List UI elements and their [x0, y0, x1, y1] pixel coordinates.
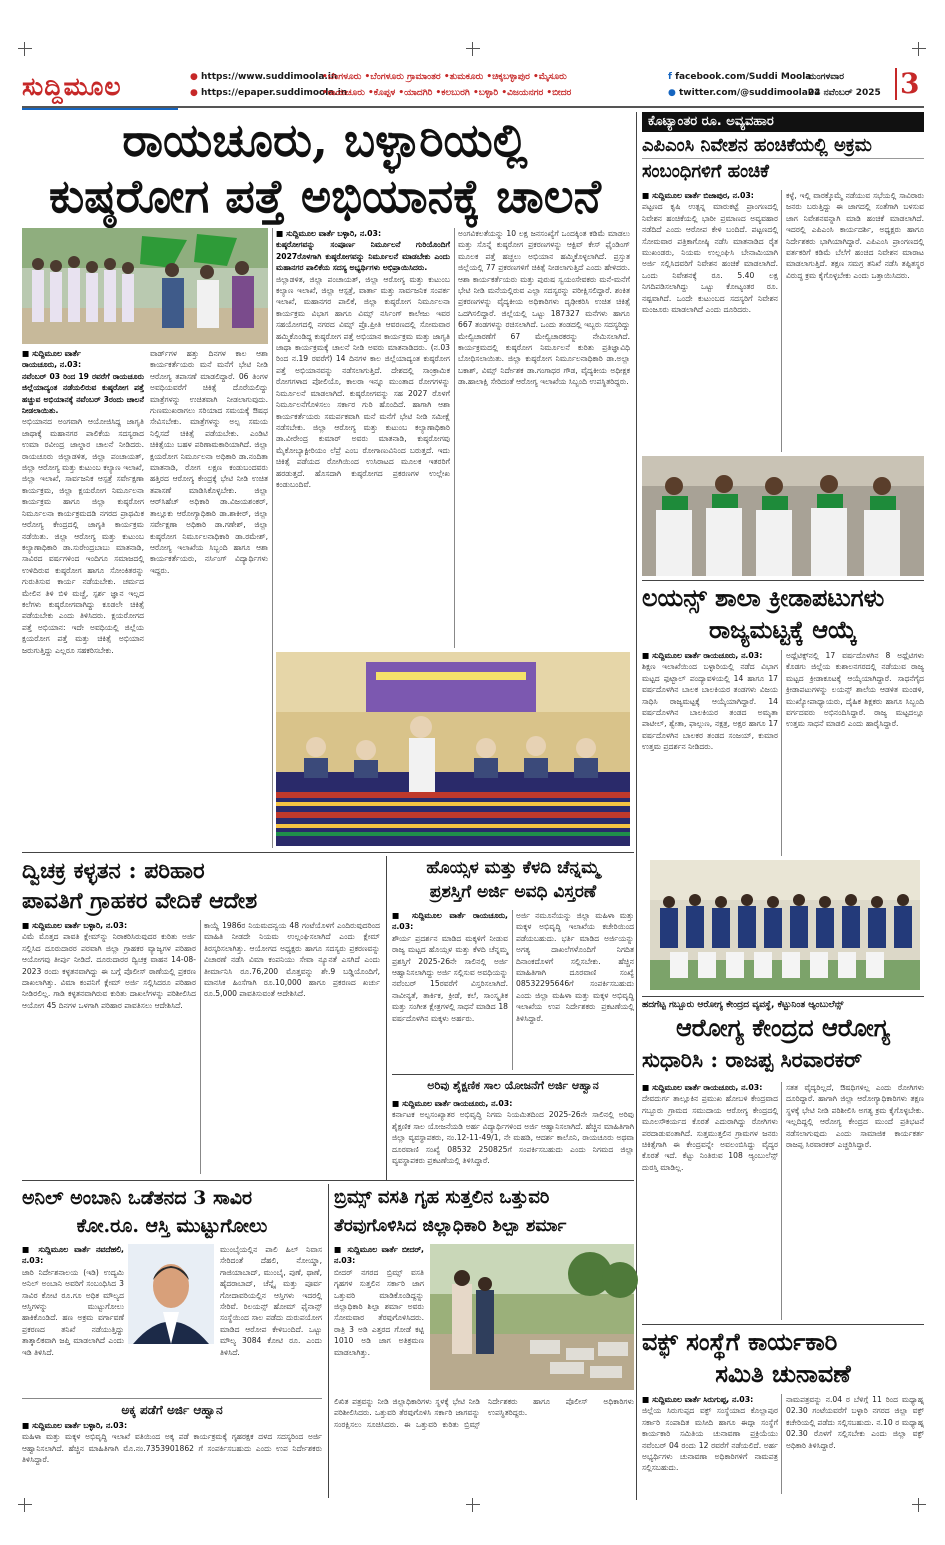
crop-mark	[912, 1498, 926, 1512]
ambani-headline-line2: ಕೋ.ರೂ. ಆಸ್ತಿ ಮುಟ್ಟುಗೋಲು	[76, 1215, 268, 1237]
apmc-kicker: ಕೊಟ್ಯಾಂತರ ರೂ. ಅವ್ಯವಹಾರ	[642, 112, 924, 132]
bims-column-2: ಲಿಖಿತ ಪತ್ರವನ್ನು ನೀಡಿ ಜಿಲ್ಲಾಧಿಕಾರಿಗಳು ಸ್ಥಳಕ್ಕೆ ಭೇಟಿ ನೀಡಿ ಪರಿಶೀಲಿಸಿದರು. ಒತ್ತುವರಿ ತೆರವುಗೊಳಿಸಿ ಸರ್ಕಾರಿ ಜಾಗವನ್ನು ಸಂರಕ್ಷಿಸಲು ಸೂಚಿಸಿದರು. ಈ ಒತ್ತುವರಿ ಕುರಿತು ಬ್ರಿಮ್ಸ್ ನಿರ್ದೇಶಕರು ಹಾಗೂ ಪೊಲೀಸ್ ಅಧಿಕಾರಿಗಳು ಉಪಸ್ಥಿತರಿದ್ದರು.	[334, 1397, 634, 1429]
lions-column-1: ■ ಸುದ್ದಿಮೂಲ ವಾರ್ತೆ ರಾಯಚೂರು, ನ.03: ಶಿಕ್ಷಣ ಇಲಾಖೆಯಿಂದ ಬಳ್ಳಾರಿಯಲ್ಲಿ ನಡೆದ ವಿಭಾಗ ಮಟ್ಟದ ಫುಟ್ಬಾಲ್ ಪಂದ್ಯಾವಳಿಯಲ್ಲಿ 14 ಹಾಗೂ 17 ವರ್ಷದೊಳಗಿನ ಬಾಲಕ ಬಾಲಕಿಯರ ತಂಡಗಳು ವಿಜಯ ಸಾಧಿಸಿ ರಾಜ್ಯಮಟ್ಟಕ್ಕೆ ಆಯ್ಕೆಯಾಗಿದ್ದಾರೆ. 14 ವರ್ಷದೊಳಗಿನ ಬಾಲಕಿಯರ ತಂಡದ ಅಮೃತಾ ಪಾಟೀಲ್, ಶ್ವೇತಾ, ಫಾಲ್ಗುಣ, ನಕ್ಷತ್ರ, ಅಕ್ಷರ ಹಾಗೂ 17 ವರ್ಷದೊಳಗಿನ ಬಾಲಕರ ತಂಡದ ಸಂಜಯ್, ಕುಮಾರ ಉತ್ತಮ ಪ್ರದರ್ಶನ ನೀಡಿದರು.	[642, 651, 778, 752]
lead-column-4: ಅಂಗವಿಕಲತೆಯನ್ನು 10 ಲಕ್ಷ ಜನಸಂಖ್ಯೆಗೆ ಒಂದಕ್ಕಿಂತ ಕಡಿಮೆ ಮಾಡಲು ಮತ್ತು ಸೊನ್ನೆ ಕುಷ್ಠರೋಗ ಪ್ರಕರಣಗಳನ್ನು ಆಕ್ಟಿವ್ ಕೇಸ್ ಫೈಂಡಿಂಗ್ ಮೂಲಕ ಪತ್ತೆ ಹಚ್ಚಲು ಅಭಿಯಾನ ಹಮ್ಮಿಕೊಳ್ಳಲಾಗಿದೆ. ಪ್ರಸ್ತುತ ಜಿಲ್ಲೆಯಲ್ಲಿ 77 ಪ್ರಕರಣಗಳಿಗೆ ಚಿಕಿತ್ಸೆ ನೀಡಲಾಗುತ್ತಿದೆ ಎಂದು ಹೇಳಿದರು. ಆಶಾ ಕಾರ್ಯಕರ್ತೆಯರು ಮತ್ತು ಪುರುಷ ಸ್ವಯಂಸೇವಕರು ಮನೆ-ಮನೆಗೆ ಭೇಟಿ ನೀಡಿ ಮನೆಯಲ್ಲಿರುವ ಎಲ್ಲಾ ಸದಸ್ಯರನ್ನು ಪರೀಕ್ಷಿಸಲಿದ್ದಾರೆ. ಶಂಕಿತ ಪ್ರಕರಣಗಳನ್ನು ವೈದ್ಯಕೀಯ ಅಧಿಕಾರಿಗಳು ದೃಢೀಕರಿಸಿ ಉಚಿತ ಚಿಕಿತ್ಸೆ ಒದಗಿಸಲಿದ್ದಾರೆ. ಜಿಲ್ಲೆಯಲ್ಲಿ ಒಟ್ಟು 187327 ಮನೆಗಳು ಹಾಗೂ 667 ತಂಡಗಳನ್ನು ರಚಿಸಲಾಗಿದೆ. ಒಂದು ತಂಡದಲ್ಲಿ ಇಬ್ಬರು ಸದಸ್ಯರಿದ್ದು ಮೇಲ್ವಿಚಾರಣೆಗೆ 67 ಮೇಲ್ವಿಚಾರಕರನ್ನು ನೇಮಿಸಲಾಗಿದೆ. ಕಾರ್ಯಕ್ರಮದಲ್ಲಿ ಕುಷ್ಠರೋಗ ನಿರ್ಮೂಲನೆ ಕುರಿತು ಪ್ರತಿಜ್ಞಾವಿಧಿ ಬೋಧಿಸಲಾಯಿತು. ಜಿಲ್ಲಾ ಕುಷ್ಠರೋಗ ನಿರ್ಮೂಲನಾಧಿಕಾರಿ ಡಾ.ಅಲ್ಲಾ ಬಕಾಶ್, ವಿಮ್ಸ್ ನಿರ್ದೇಶಕ ಡಾ.ಗಂಗಾಧರ ಗೌಡ, ವೈದ್ಯಕೀಯ ಅಧೀಕ್ಷಕ ಡಾ.ಹಾಲಾಕ್ಷಿ ಸೇರಿದಂತೆ ಆರೋಗ್ಯ ಇಲಾಖೆಯ ಸಿಬ್ಬಂದಿ ಉಪಸ್ಥಿತರಿದ್ದರು.	[458, 229, 630, 387]
right-section-rule	[636, 112, 637, 1500]
section-rule	[392, 1074, 634, 1075]
crop-mark	[18, 42, 32, 56]
lions-headline-line2: ರಾಜ್ಯಮಟ್ಟಕ್ಕೆ ಆಯ್ಕೆ	[708, 615, 857, 644]
hoysala-column-1: ■ ಸುದ್ದಿಮೂಲ ವಾರ್ತೆ ರಾಯಚೂರು, ನ.03: ಶೌರ್ಯ ಪ್ರದರ್ಶನ ಮಾಡಿದ ಮಕ್ಕಳಿಗೆ ನೀಡುವ ರಾಜ್ಯ ಮಟ್ಟದ ಹೊಯ್ಸಳ ಮತ್ತು ಕೆಳದಿ ಚೆನ್ನಮ್ಮ ಪ್ರಶಸ್ತಿಗೆ 2025-26ನೇ ಸಾಲಿನಲ್ಲಿ ಅರ್ಜಿ ಆಹ್ವಾನಿಸಲಾಗಿದ್ದು ಅರ್ಜಿ ಸಲ್ಲಿಸುವ ಅವಧಿಯನ್ನು ನವೆಂಬರ್ 15ರವರೆಗೆ ವಿಸ್ತರಿಸಲಾಗಿದೆ. ನಾವೀನ್ಯತೆ, ತಾರ್ಕಿಕ, ಕ್ರೀಡೆ, ಕಲೆ, ಸಾಂಸ್ಕೃತಿಕ ಮತ್ತು ಸಂಗೀತ ಕ್ಷೇತ್ರಗಳಲ್ಲಿ ಸಾಧನೆ ಮಾಡಿದ 18 ವರ್ಷದೊಳಗಿನ ಮಕ್ಕಳು ಅರ್ಹರು.	[392, 911, 508, 1023]
masthead-logo: ಸುದ್ದಿಮೂಲ	[22, 66, 182, 108]
lions-column-2: ಅಥ್ಲೆಟಿಕ್ಸ್‌ನಲ್ಲಿ 17 ವರ್ಷದೊಳಗಿನ 8 ಅಥ್ಲೆಟಿಗಳು ಕೊಡಗು ಜಿಲ್ಲೆಯ ಕುಶಾಲನಗರದಲ್ಲಿ ನಡೆಯುವ ರಾಜ್ಯ ಮಟ್ಟದ ಕ್ರೀಡಾಕೂಟಕ್ಕೆ ಆಯ್ಕೆಯಾಗಿದ್ದಾರೆ. ಸಾಧನೆಗೈದ ಕ್ರೀಡಾಪಟುಗಳನ್ನು ಲಯನ್ಸ್ ಶಾಲೆಯ ಆಡಳಿತ ಮಂಡಳಿ, ಮುಖ್ಯೋಪಾಧ್ಯಾಯರು, ದೈಹಿಕ ಶಿಕ್ಷಕರು ಹಾಗೂ ಸಿಬ್ಬಂದಿ ವರ್ಗದವರು ಅಭಿನಂದಿಸಿದ್ದಾರೆ. ರಾಜ್ಯ ಮಟ್ಟದಲ್ಲೂ ಉತ್ತಮ ಸಾಧನೆ ಮಾಡಲಿ ಎಂದು ಹಾರೈಸಿದ್ದಾರೆ.	[786, 651, 924, 729]
website-link[interactable]: ● https://www.suddimoola.in	[190, 72, 338, 82]
apmc-photo-farmers	[642, 456, 924, 576]
facebook-icon: f	[668, 72, 676, 82]
lions-headline-line1: ಲಯನ್ಸ್ ಶಾಲಾ ಕ್ರೀಡಾಪಟುಗಳು	[642, 583, 885, 612]
lead-subhead: ಕುಷ್ಠರೋಗವನ್ನು ಸಂಪೂರ್ಣ ನಿರ್ಮೂಲನೆ ಗುರಿಯೊಂದಿಗೆ 2027ರೊಳಗಾಗಿ ಕುಷ್ಠರೋಗವನ್ನು ನಿರ್ಮೂಲನೆ ಮಾಡಬೇಕು ಎಂದು ಮಹಾನಗರ ಪಾಲಿಕೆಯ ಸದಸ್ಯ ಅಭ್ಯರ್ಥಿಗಳು ಅಭಿಪ್ರಾಯಿಸಿದರು.	[276, 240, 450, 273]
ambani-column-1: ■ ಸುದ್ದಿಮೂಲ ವಾರ್ತೆ ನವದೆಹಲಿ, ನ.03: ಜಾರಿ ನಿರ್ದೇಶನಾಲಯ (ಇಡಿ) ಉದ್ಯಮಿ ಅನಿಲ್ ಅಂಬಾನಿ ಅವರಿಗೆ ಸಂಬಂಧಿಸಿದ 3 ಸಾವಿರ ಕೋಟಿ ರೂ.ಗೂ ಅಧಿಕ ಮೌಲ್ಯದ ಆಸ್ತಿಗಳನ್ನು ಮುಟ್ಟುಗೋಲು ಹಾಕಿಕೊಂಡಿದೆ. ಹಣ ಅಕ್ರಮ ವರ್ಗಾವಣೆ ಪ್ರಕರಣದ ತನಿಖೆ ನಡೆಯುತ್ತಿದ್ದು ತಾತ್ಕಾಲಿಕವಾಗಿ ಜಪ್ತಿ ಮಾಡಲಾಗಿದೆ ಎಂದು ಇಡಿ ತಿಳಿಸಿದೆ.	[22, 1245, 124, 1357]
page-number-divider	[895, 68, 897, 100]
bike-column-2: ಕಾಯ್ದೆ 1986ರ ನಿಯಮದನ್ವಯ 48 ಗಂಟೆಯೊಳಗೆ ಎಂದಿರುವುದರಿಂದ ಮಾಹಿತಿ ನೀಡದೇ ನಿಯಮ ಉಲ್ಲಂಘಿಸಲಾಗಿದೆ ಎಂದು ಕ್ಲೇಮ್ ತಿರಸ್ಕರಿಸಲಾಗಿತ್ತು. ಆಯೋಗದ ಅಧ್ಯಕ್ಷರು ಹಾಗೂ ಸದಸ್ಯರು ಪ್ರಕರಣವನ್ನು ವಿಚಾರಣೆ ನಡೆಸಿ ವಿಮಾ ಕಂಪನಿಯು ಸೇವಾ ನ್ಯೂನತೆ ಎಸಗಿದೆ ಎಂದು ತೀರ್ಮಾನಿಸಿ ರೂ.76,200 ಮೊತ್ತವನ್ನು ಶೇ.9 ಬಡ್ಡಿಯೊಂದಿಗೆ, ಮಾನಸಿಕ ಹಿಂಸೆಗಾಗಿ ರೂ.10,000 ಹಾಗೂ ಪ್ರಕರಣದ ಖರ್ಚು ರೂ.5,000 ಪಾವತಿಸುವಂತೆ ಆದೇಶಿಸಿದೆ.	[204, 921, 380, 999]
epaper-link[interactable]: ● https://epaper.suddimoola.in	[190, 88, 348, 98]
hospital-column-2: ಸತತ ವೈದ್ಯರಿಲ್ಲದೆ, ಔಷಧಿಗಳಿಲ್ಲ ಎಂದು ರೋಗಿಗಳು ದೂರಿದ್ದಾರೆ. ಹಾಗಾಗಿ ಜಿಲ್ಲಾ ಆರೋಗ್ಯಾಧಿಕಾರಿಗಳು ತಕ್ಷಣ ಸ್ಥಳಕ್ಕೆ ಭೇಟಿ ನೀಡಿ ಪರಿಶೀಲಿಸಿ ಅಗತ್ಯ ಕ್ರಮ ಕೈಗೊಳ್ಳಬೇಕು. ಇಲ್ಲದಿದ್ದಲ್ಲಿ ಆರೋಗ್ಯ ಕೇಂದ್ರದ ಮುಂದೆ ಪ್ರತಿಭಟನೆ ನಡೆಸಲಾಗುವುದು ಎಂದು ಸಾಮಾಜಿಕ ಕಾರ್ಯಕರ್ತ ರಾಜಪ್ಪ ಸಿರವಾರಕರ್ ಎಚ್ಚರಿಸಿದ್ದಾರೆ.	[786, 1083, 924, 1150]
column-rule	[781, 190, 782, 452]
bims-column-1: ■ ಸುದ್ದಿಮೂಲ ವಾರ್ತೆ ಬೀದರ್, ನ.03: ಬೀದರ್ ನಗರದ ಬ್ರಿಮ್ಸ್ ವಸತಿ ಗೃಹಗಳ ಸುತ್ತಲಿನ ಸರ್ಕಾರಿ ಜಾಗ ಒತ್ತುವರಿ ಮಾಡಿಕೊಂಡಿದ್ದನ್ನು ಜಿಲ್ಲಾಧಿಕಾರಿ ಶಿಲ್ಪಾ ಶರ್ಮಾ ಅವರು ಸೋಮವಾರ ತೆರವುಗೊಳಿಸಿದರು. ರಾತ್ರಿ 3 ಅಡಿ ಎತ್ತರದ ಗೋಡೆ ಕಟ್ಟಿ 1010 ಅಡಿ ಜಾಗ ಅತಿಕ್ರಮಣ ಮಾಡಲಾಗಿತ್ತು.	[334, 1245, 424, 1357]
column-rule	[454, 228, 455, 648]
waqf-headline-line1: ವಕ್ಫ್ ಸಂಸ್ಥೆಗೆ ಕಾರ್ಯಕಾರಿ	[642, 1327, 838, 1356]
bike-column-1: ■ ಸುದ್ದಿಮೂಲ ವಾರ್ತೆ ಬಳ್ಳಾರಿ, ನ.03: ವಿಮೆ ಮೊತ್ತದ ಪಾವತಿ ಕ್ಲೇಮ್‌ನ್ನು ನಿರಾಕರಿಸಿರುವುದರ ಕುರಿತು ಅರ್ಜಿ ಸಲ್ಲಿಸಿದ ದೂರುದಾರರ ಪರವಾಗಿ ಜಿಲ್ಲಾ ಗ್ರಾಹಕರ ವ್ಯಾಜ್ಯಗಳ ಪರಿಹಾರ ಆಯೋಗವು ತೀರ್ಪು ನೀಡಿದೆ. ದೂರುದಾರರ ದ್ವಿಚಕ್ರ ವಾಹನ 14-08-2023 ರಂದು ಕಳ್ಳತನವಾಗಿದ್ದು ಈ ಬಗ್ಗೆ ಪೊಲೀಸ್ ಠಾಣೆಯಲ್ಲಿ ಪ್ರಕರಣ ದಾಖಲಾಗಿತ್ತು. ವಿಮಾ ಕಂಪನಿಗೆ ಕ್ಲೇಮ್ ಅರ್ಜಿ ಸಲ್ಲಿಸಿದರೂ ಪರಿಹಾರ ನೀಡಿರಲಿಲ್ಲ. ಗಾಡಿ ಕಳ್ಳತನವಾಗಿರುವ ಕುರಿತು ದಾಖಲೆಗಳನ್ನು ಪರಿಶೀಲಿಸಿದ ಆಯೋಗ 45 ದಿನಗಳ ಒಳಗಾಗಿ ಪರಿಹಾರ ಪಾವತಿಸಲು ಆದೇಶಿಸಿದೆ.	[22, 921, 196, 1010]
crop-mark	[466, 42, 480, 56]
issue-day: ಮಂಗಳವಾರ	[808, 72, 845, 82]
bike-headline-line2: ಪಾವತಿಗೆ ಗ್ರಾಹಕರ ವೇದಿಕೆ ಆದೇಶ	[22, 888, 258, 914]
column-rule	[328, 1184, 329, 1498]
ambani-portrait	[128, 1244, 214, 1344]
section-rule	[22, 1180, 634, 1181]
section-rule	[642, 1324, 924, 1325]
crop-mark	[466, 1498, 480, 1512]
apmc-column-1: ■ ಸುದ್ದಿಮೂಲ ವಾರ್ತೆ ಬಿಜಾಪುರ, ನ.03: ಪಟ್ಟಣದ ಕೃಷಿ ಉತ್ಪನ್ನ ಮಾರುಕಟ್ಟೆ ಪ್ರಾಂಗಣದಲ್ಲಿ ನಿವೇಶನ ಹಂಚಿಕೆಯಲ್ಲಿ ಭಾರೀ ಪ್ರಮಾಣದ ಅವ್ಯವಹಾರ ನಡೆದಿದೆ ಎಂದು ಆರೋಪ ಕೇಳಿ ಬಂದಿದೆ. ಪಟ್ಟಣದಲ್ಲಿ ಸೋಮವಾರ ಪತ್ರಿಕಾಗೋಷ್ಠಿ ನಡೆಸಿ ಮಾತನಾಡಿದ ರೈತ ಮುಖಂಡರು, ನಿಯಮ ಉಲ್ಲಂಘಿಸಿ ಬೇನಾಮಿಯಾಗಿ ಅರ್ಜಿ ಸಲ್ಲಿಸಿದವರಿಗೆ ನಿವೇಶನ ಹಂಚಿಕೆ ಮಾಡಲಾಗಿದೆ. ಒಂದು ನಿವೇಶನಕ್ಕೆ ರೂ. 5.40 ಲಕ್ಷ ನಿಗದಿಪಡಿಸಲಾಗಿದ್ದು ಒಟ್ಟು ಕೋಟ್ಯಂತರ ರೂ. ನಷ್ಟವಾಗಿದೆ. ಒಂದೇ ಕುಟುಂಬದ ಸದಸ್ಯರಿಗೆ ನಿವೇಶನ ಮಂಜೂರು ಮಾಡಲಾಗಿದೆ ಎಂದು ದೂರಿದರು.	[642, 191, 778, 315]
facebook-link[interactable]: f facebook.com/Suddi Moola	[668, 72, 812, 82]
crop-mark	[912, 42, 926, 56]
column-rule	[386, 856, 387, 1180]
column-rule	[272, 228, 273, 848]
waqf-headline-line2: ಸಮಿತಿ ಚುನಾವಣೆ	[715, 1359, 851, 1388]
hoysala-column-2: ಅರ್ಜಿ ನಮೂನೆಯನ್ನು ಜಿಲ್ಲಾ ಮಹಿಳಾ ಮತ್ತು ಮಕ್ಕಳ ಅಭಿವೃದ್ಧಿ ಇಲಾಖೆಯ ಕಚೇರಿಯಿಂದ ಪಡೆಯಬಹುದು. ಭರ್ತಿ ಮಾಡಿದ ಅರ್ಜಿಯನ್ನು ಅಗತ್ಯ ದಾಖಲೆಗಳೊಂದಿಗೆ ನಿಗದಿತ ದಿನಾಂಕದೊಳಗೆ ಸಲ್ಲಿಸಬೇಕು. ಹೆಚ್ಚಿನ ಮಾಹಿತಿಗಾಗಿ ದೂರವಾಣಿ ಸಂಖ್ಯೆ 08532295646ಗೆ ಸಂಪರ್ಕಿಸಬಹುದು ಎಂದು ಜಿಲ್ಲಾ ಮಹಿಳಾ ಮತ್ತು ಮಕ್ಕಳ ಅಭಿವೃದ್ಧಿ ಇಲಾಖೆಯ ಉಪ ನಿರ್ದೇಶಕರು ಪ್ರಕಟಣೆಯಲ್ಲಿ ತಿಳಿಸಿದ್ದಾರೆ.	[516, 911, 634, 1023]
edition-cities-row2: •ರಾಯಚೂರು •ಕೊಪ್ಪಳ •ಯಾದಗಿರಿ •ಕಲಬುರಗಿ •ಬಳ್ಳಾರಿ •ವಿಜಯನಗರ •ಬೀದರ	[322, 88, 572, 98]
column-rule	[781, 650, 782, 856]
arji-body: ■ ಸುದ್ದಿಮೂಲ ವಾರ್ತೆ ಬಳ್ಳಾರಿ, ನ.03: ಮಹಿಳಾ ಮತ್ತು ಮಕ್ಕಳ ಅಭಿವೃದ್ಧಿ ಇಲಾಖೆ ವತಿಯಿಂದ ಅಕ್ಕ ಪಡೆ ಕಾರ್ಯಕ್ರಮಕ್ಕೆ ಗೃಹರಕ್ಷಕ ದಳದ ಸದಸ್ಯರಿಂದ ಅರ್ಜಿ ಆಹ್ವಾನಿಸಲಾಗಿದೆ. ಹೆಚ್ಚಿನ ಮಾಹಿತಿಗಾಗಿ ಮೊ.ನಂ.7353901862 ಗೆ ಸಂಪರ್ಕಿಸಬಹುದು ಎಂದು ಉಪ ನಿರ್ದೇಶಕರು ತಿಳಿಸಿದ್ದಾರೆ.	[22, 1421, 322, 1465]
apmc-headline-line2: ಸಂಬಂಧಿಗಳಿಗೆ ಹಂಚಿಕೆ	[642, 161, 769, 182]
ambani-headline-line1: ಅನಿಲ್ ಅಂಬಾನಿ ಒಡೆತನದ 3 ಸಾವಿರ	[22, 1187, 253, 1209]
hoysala-headline-line2: ಪ್ರಶಸ್ತಿಗೆ ಅರ್ಜಿ ಅವಧಿ ವಿಸ್ತರಣೆ	[429, 882, 597, 902]
column-rule	[512, 910, 513, 1070]
lead-photo-rally	[22, 228, 268, 344]
crop-mark	[18, 1498, 32, 1512]
waqf-column-1: ■ ಸುದ್ದಿಮೂಲ ವಾರ್ತೆ ಸಿರುಗುಪ್ಪ, ನ.03: ಜಿಲ್ಲೆಯ ಸಿರುಗುಪ್ಪದ ವಕ್ಫ್ ಸಂಸ್ಥೆಯಾದ ಕೊಲ್ಲಾಪುರ ಸರ್ಕಾರಿ ಸಂಪಾದಿತ ಮಸೀದಿ ಹಾಗೂ ಈದ್ಗಾ ಸಂಸ್ಥೆಗೆ ಕಾರ್ಯಕಾರಿ ಸಮಿತಿಯ ಚುನಾವಣಾ ಪ್ರಕ್ರಿಯೆಯು ನವೆಂಬರ್ 04 ರಂದು 12 ರವರೆಗೆ ನಡೆಯಲಿದೆ. ಅರ್ಹ ಅಭ್ಯರ್ಥಿಗಳು ಚುನಾವಣಾ ಅಧಿಕಾರಿಗಳಿಗೆ ನಾಮಪತ್ರ ಸಲ್ಲಿಸಬಹುದು.	[642, 1395, 778, 1473]
column-rule	[781, 1394, 782, 1494]
section-rule	[22, 1398, 322, 1399]
hospital-headline-line1: ಆರೋಗ್ಯ ಕೇಂದ್ರದ ಆರೋಗ್ಯ	[675, 1013, 891, 1042]
bims-photo-site	[430, 1244, 634, 1390]
scholar-headline: ಅರಿವು ಶೈಕ್ಷಣಿಕ ಸಾಲ ಯೋಜನೆಗೆ ಅರ್ಜಿ ಆಹ್ವಾನ	[427, 1079, 599, 1092]
waqf-column-2: ನಾಮಪತ್ರವನ್ನು ನ.04 ರ ಬೆಳಿಗ್ಗೆ 11 ರಿಂದ ಮಧ್ಯಾಹ್ನ 02.30 ಗಂಟೆಯವರೆಗೆ ಬಳ್ಳಾರಿ ನಗರದ ಜಿಲ್ಲಾ ವಕ್ಫ್ ಕಚೇರಿಯಲ್ಲಿ ಪಡೆದು ಸಲ್ಲಿಸಬಹುದು. ನ.10 ರ ಮಧ್ಯಾಹ್ನ 02.30 ರೊಳಗೆ ಸಲ್ಲಿಸಬೇಕು ಎಂದು ಜಿಲ್ಲಾ ವಕ್ಫ್ ಅಧಿಕಾರಿ ತಿಳಿಸಿದ್ದಾರೆ.	[786, 1395, 924, 1450]
hospital-kicker: ಹದಗೆಟ್ಟ ಗಬ್ಬೂರು ಆರೋಗ್ಯ ಕೇಂದ್ರದ ವ್ಯವಸ್ಥೆ, ಕೆಟ್ಟುನಿಂತ ಆ್ಯಂಬುಲೆನ್ಸ್	[642, 1000, 844, 1010]
lead-headline-line1: ರಾಯಚೂರು, ಬಳ್ಳಾರಿಯಲ್ಲಿ	[122, 113, 528, 167]
twitter-icon: ●	[668, 88, 679, 98]
arji-headline: ಅಕ್ಕ ಪಡೆಗೆ ಅರ್ಜಿ ಆಹ್ವಾನ	[121, 1403, 223, 1417]
scholar-body: ■ ಸುದ್ದಿಮೂಲ ವಾರ್ತೆ ರಾಯಚೂರು, ನ.03: ಕರ್ನಾಟಕ ಅಲ್ಪಸಂಖ್ಯಾತರ ಅಭಿವೃದ್ಧಿ ನಿಗಮ ನಿಯಮಿತದಿಂದ 2025-26ನೇ ಸಾಲಿನಲ್ಲಿ ಅರಿವು ಶೈಕ್ಷಣಿಕ ಸಾಲ ಯೋಜನೆಯಡಿ ಅರ್ಹ ವಿದ್ಯಾರ್ಥಿಗಳಿಂದ ಅರ್ಜಿ ಆಹ್ವಾನಿಸಲಾಗಿದೆ. ಹೆಚ್ಚಿನ ಮಾಹಿತಿಗಾಗಿ ಜಿಲ್ಲಾ ವ್ಯವಸ್ಥಾಪಕರು, ನಂ.12-11-49/1, ನೇ ಮಹಡಿ, ಆದರ್ಶ ಕಾಲೊನಿ, ರಾಯಚೂರು ಅಥವಾ ದೂರವಾಣಿ ಸಂಖ್ಯೆ 08532 250825ಗೆ ಸಂಪರ್ಕಿಸಬಹುದು ಎಂದು ನಿಗಮದ ಜಿಲ್ಲಾ ವ್ಯವಸ್ಥಾಪಕರು ಪ್ರಕಟಣೆಯಲ್ಲಿ ತಿಳಿಸಿದ್ದಾರೆ.	[392, 1099, 634, 1166]
page-number: 3	[900, 67, 920, 100]
lead-headline-line2: ಕುಷ್ಠರೋಗ ಪತ್ತೆ ಅಭಿಯಾನಕ್ಕೆ ಚಾಲನೆ	[48, 169, 602, 223]
section-rule	[642, 580, 924, 581]
apmc-headline-line1: ಎಪಿಎಂಸಿ ನಿವೇಶನ ಹಂಚಿಕೆಯಲ್ಲಿ ಅಕ್ರಮ	[642, 134, 924, 159]
bims-column-2-wrap	[334, 1396, 634, 1496]
bims-headline-line1: ಬ್ರಿಮ್ಸ್ ವಸತಿ ಗೃಹ ಸುತ್ತಲಿನ ಒತ್ತುವರಿ	[334, 1187, 550, 1208]
hoysala-headline-line1: ಹೊಯ್ಸಳ ಮತ್ತು ಕೆಳದಿ ಚೆನ್ನಮ್ಮ	[426, 858, 600, 878]
bike-headline-line1: ದ್ವಿಚಕ್ರ ಕಳ್ಳತನ : ಪರಿಹಾರ	[22, 858, 205, 884]
lead-column-2: ವಾರ್ಡ್‌ಗಳ ಹತ್ತು ದಿನಗಳ ಕಾಲ ಆಶಾ ಕಾರ್ಯಕರ್ತೆಯರು ಮನೆ ಮನೆಗೆ ಭೇಟಿ ನೀಡಿ ಆರೋಗ್ಯ ತಪಾಸಣೆ ಮಾಡಲಿದ್ದಾರೆ. 06 ತಿಂಗಳ ಅವಧಿಯವರೆಗೆ ಚಿಕಿತ್ಸೆ ದೊರೆಯಲಿದ್ದು ಮಾತ್ರೆಗಳನ್ನು ಉಚಿತವಾಗಿ ನೀಡಲಾಗುವುದು. ಗುಣಮುಖರಾಗಲು ಸರಿಯಾದ ಸಮಯಕ್ಕೆ ಔಷಧ ಸೇವಿಸಬೇಕು. ಮಾತ್ರೆಗಳನ್ನು ಅಲ್ಪ ಸಮಯ ನಿಲ್ಲಿಸದೆ ಚಿಕಿತ್ಸೆ ಪಡೆಯಬೇಕು. ಎಂಡಿಟಿ ಚಿಕಿತ್ಸೆಯು ಬಹಳ ಪರಿಣಾಮಕಾರಿಯಾಗಿದೆ. ಜಿಲ್ಲಾ ಕ್ಷಯರೋಗ ನಿರ್ಮೂಲನಾ ಅಧಿಕಾರಿ ಡಾ.ನಂದಿತಾ ಮಾತನಾಡಿ, ರೋಗ ಲಕ್ಷಣ ಕಂಡುಬಂದವರು ಹತ್ತಿರದ ಆರೋಗ್ಯ ಕೇಂದ್ರಕ್ಕೆ ಭೇಟಿ ನೀಡಿ ಉಚಿತ ತಪಾಸಣೆ ಮಾಡಿಸಿಕೊಳ್ಳಬೇಕು. ಜಿಲ್ಲಾ ಆರ್‌ಸಿಹೆಚ್ ಅಧಿಕಾರಿ ಡಾ.ವಿಜಯಶಂಕರ್, ತಾಲ್ಲೂಕು ಆರೋಗ್ಯಾಧಿಕಾರಿ ಡಾ.ಶಾಕೀರ್, ಜಿಲ್ಲಾ ಸರ್ವೇಕ್ಷಣಾ ಅಧಿಕಾರಿ ಡಾ.ಗಣೇಶ್, ಜಿಲ್ಲಾ ಕುಷ್ಠರೋಗ ನಿರ್ಮೂಲನಾಧಿಕಾರಿ ಡಾ.ರಮೇಶ್, ಆರೋಗ್ಯ ಇಲಾಖೆಯ ಸಿಬ್ಬಂದಿ ಹಾಗೂ ಆಶಾ ಕಾರ್ಯಕರ್ತೆಯರು, ನರ್ಸಿಂಗ್ ವಿದ್ಯಾರ್ಥಿಗಳು ಇದ್ದರು.	[150, 349, 268, 575]
section-rule	[642, 996, 924, 997]
lead-column-1: ■ ಸುದ್ದಿಮೂಲ ವಾರ್ತೆ ರಾಯಚೂರು, ನ.03: ನವೆಂಬರ್ 03 ರಿಂದ 19 ರವರೆಗೆ ರಾಯಚೂರು ಜಿಲ್ಲೆಯಾದ್ಯಂತ ನಡೆಯಲಿರುವ ಕುಷ್ಠರೋಗ ಪತ್ತೆ ಹಚ್ಚುವ ಅಭಿಯಾನಕ್ಕೆ ನವೆಂಬರ್ 3ರಂದು ಚಾಲನೆ ನೀಡಲಾಯಿತು. ಅಭಿಯಾನದ ಅಂಗವಾಗಿ ಆಯೋಜಿಸಿದ್ದ ಜಾಗೃತಿ ಜಾಥಾಕ್ಕೆ ಮಹಾನಗರ ಪಾಲಿಕೆಯ ಸದಸ್ಯರಾದ ಉಮಾ ರವೀಂದ್ರ ಜಾಲ್ದಾರ ಚಾಲನೆ ನೀಡಿದರು. ರಾಯಚೂರು ಜಿಲ್ಲಾಡಳಿತ, ಜಿಲ್ಲಾ ಪಂಚಾಯತ್, ಜಿಲ್ಲಾ ಆರೋಗ್ಯ ಮತ್ತು ಕುಟುಂಬ ಕಲ್ಯಾಣ ಇಲಾಖೆ, ಜಿಲ್ಲಾ ಇಲಾಖೆ, ಸಾರ್ವಜನಿಕ ಆಸ್ಪತ್ರೆ ಸರ್ವೇಕ್ಷಣಾ ಕಾರ್ಯಕ್ರಮ, ಜಿಲ್ಲಾ ಕ್ಷಯರೋಗ ನಿರ್ಮೂಲನಾ ಕಾರ್ಯಕ್ರಮ ಹಾಗೂ ಜಿಲ್ಲಾ ಕುಷ್ಠರೋಗ ನಿರ್ಮೂಲನಾ ಕಾರ್ಯಕ್ರಮದಡಿ ನಗರದ ಪ್ರಾಥಮಿಕ ಆರೋಗ್ಯ ಕೇಂದ್ರದಲ್ಲಿ ಜಾಗೃತಿ ಕಾರ್ಯಕ್ರಮ ನಡೆಯಿತು. ಜಿಲ್ಲಾ ಆರೋಗ್ಯ ಮತ್ತು ಕುಟುಂಬ ಕಲ್ಯಾಣಾಧಿಕಾರಿ ಡಾ.ಸುರೇಂದ್ರಬಾಬು ಮಾತನಾಡಿ, ಸಾವಿರದ ವರ್ಷಗಳಿಂದ ಇಂದಿಗೂ ಸಮಾಜದಲ್ಲಿ ಉಳಿದಿರುವ ಕುಷ್ಠರೋಗ ಹಾಗೂ ಸೋಂಕಿತರನ್ನು ಗುರುತಿಸುವ ಕಾರ್ಯ ನಡೆಯಬೇಕು. ಚರ್ಮದ ಮೇಲಿನ ತಿಳಿ ಬಿಳಿ ಮಚ್ಚೆ, ಸ್ಪರ್ಶ ಜ್ಞಾನ ಇಲ್ಲದ ಕಲೆಗಳು ಕುಷ್ಠರೋಗವಾಗಿದ್ದು ಕೂಡಲೇ ಚಿಕಿತ್ಸೆ ಪಡೆಯಬೇಕು ಎಂದು ತಿಳಿಸಿದರು. ಕ್ಷಯರೋಗದ ಪತ್ತೆ ಅಭಿಯಾನ: ಇದೇ ಅವಧಿಯಲ್ಲಿ ಜಿಲ್ಲೆಯ ಕ್ಷಯರೋಗ ಪತ್ತೆ ಮತ್ತು ಚಿಕಿತ್ಸೆ ಅಭಿಯಾನ ಜರುಗುತ್ತಿದ್ದು ಎಲ್ಲರೂ ಸಹಕರಿಸಬೇಕು.	[22, 349, 144, 655]
edition-cities-row1: •ಬೆಂಗಳೂರು •ಬೆಂಗಳೂರು ಗ್ರಾಮಾಂತರ •ತುಮಕೂರು •ಚಿಕ್ಕಬಳ್ಳಾಪುರ •ಮೈಸೂರು	[322, 72, 567, 82]
ambani-column-2: ಮುಂಬೈಯಲ್ಲಿನ ಪಾಲಿ ಹಿಲ್ ನಿವಾಸ ಸೇರಿದಂತೆ ದೆಹಲಿ, ನೋಯ್ಡಾ, ಗಾಜಿಯಾಬಾದ್, ಮುಂಬೈ, ಪುಣೆ, ಥಾಣೆ, ಹೈದರಾಬಾದ್, ಚೆನ್ನೈ ಮತ್ತು ಪೂರ್ವ ಗೋದಾವರಿಯಲ್ಲಿನ ಆಸ್ತಿಗಳು ಇದರಲ್ಲಿ ಸೇರಿವೆ. ರಿಲಯನ್ಸ್ ಹೋಮ್ ಫೈನಾನ್ಸ್ ಸಂಸ್ಥೆಯಿಂದ ಸಾಲ ಪಡೆದು ದುರುಪಯೋಗ ಮಾಡಿದ ಆರೋಪ ಕೇಳಿಬಂದಿದೆ. ಒಟ್ಟು ಮೌಲ್ಯ 3084 ಕೋಟಿ ರೂ. ಎಂದು ತಿಳಿಸಿದೆ.	[220, 1245, 322, 1357]
hospital-headline-line2: ಸುಧಾರಿಸಿ : ರಾಜಪ್ಪ ಸಿರವಾರಕರ್	[642, 1047, 863, 1072]
issue-date: 04 ನವೆಂಬರ್ 2025	[808, 88, 881, 98]
lions-photo-team	[650, 860, 920, 990]
column-rule	[781, 1082, 782, 1320]
column-rule	[200, 920, 201, 1174]
lead-intro: ನವೆಂಬರ್ 03 ರಿಂದ 19 ರವರೆಗೆ ರಾಯಚೂರು ಜಿಲ್ಲೆಯಾದ್ಯಂತ ನಡೆಯಲಿರುವ ಕುಷ್ಠರೋಗ ಪತ್ತೆ ಹಚ್ಚುವ ಅಭಿಯಾನಕ್ಕೆ ನವೆಂಬರ್ 3ರಂದು ಚಾಲನೆ ನೀಡಲಾಯಿತು.	[22, 371, 144, 416]
hospital-column-1: ■ ಸುದ್ದಿಮೂಲ ವಾರ್ತೆ ರಾಯಚೂರು, ನ.03: ದೇವದುರ್ಗ ತಾಲ್ಲೂಕಿನ ಪ್ರಮುಖ ಹೋಬಳಿ ಕೇಂದ್ರವಾದ ಗಬ್ಬೂರು ಗ್ರಾಮದ ಸಮುದಾಯ ಆರೋಗ್ಯ ಕೇಂದ್ರದಲ್ಲಿ ಮೂಲಸೌಕರ್ಯದ ಕೊರತೆ ಎದುರಾಗಿದ್ದು ರೋಗಿಗಳು ಪರದಾಡುವಂತಾಗಿದೆ. ಸುತ್ತಮುತ್ತಲಿನ ಗ್ರಾಮಗಳ ಜನರು ಚಿಕಿತ್ಸೆಗಾಗಿ ಈ ಕೇಂದ್ರವನ್ನೇ ಅವಲಂಬಿಸಿದ್ದು ವೈದ್ಯರ ಕೊರತೆ ಇದೆ. ಕೆಟ್ಟು ನಿಂತಿರುವ 108 ಆ್ಯಂಬುಲೆನ್ಸ್ ದುರಸ್ತಿ ಮಾಡಿಲ್ಲ.	[642, 1083, 778, 1172]
apmc-column-2: ಕಳ್ಳೆ, ಇಲ್ಲಿ ವಾರಕ್ಕೊಮ್ಮೆ ನಡೆಯುವ ಸಭೆಯಲ್ಲಿ ಸಾವಿರಾರು ಜನರು ಬರುತ್ತಿದ್ದು ಈ ಜಾಗದಲ್ಲಿ ಸಂತೆಗಾಗಿ ಬಳಸುವ ಜಾಗ ನಿವೇಶನವನ್ನಾಗಿ ಮಾಡಿ ಹಂಚಿಕೆ ಮಾಡಲಾಗಿದೆ. ಇದರಲ್ಲಿ ಎಪಿಎಂಸಿ ಕಾರ್ಯದರ್ಶಿ, ಅಧ್ಯಕ್ಷರು ಹಾಗೂ ನಿರ್ದೇಶಕರು ಭಾಗಿಯಾಗಿದ್ದಾರೆ. ಎಪಿಎಂಸಿ ಪ್ರಾಂಗಣದಲ್ಲಿ ವರ್ತಕರಿಗೆ ಕಡಿಮೆ ಬೆಲೆಗೆ ಹಂಚಿದ ನಿವೇಶನ ಮಾರಾಟ ಮಾಡಲಾಗುತ್ತಿದೆ. ತಕ್ಷಣ ಸಮಗ್ರ ತನಿಖೆ ನಡೆಸಿ ತಪ್ಪಿತಸ್ಥರ ವಿರುದ್ಧ ಕ್ರಮ ಕೈಗೊಳ್ಳಬೇಕು ಎಂದು ಒತ್ತಾಯಿಸಿದರು.	[786, 191, 924, 280]
section-rule	[22, 852, 634, 853]
masthead-rule	[22, 106, 924, 108]
twitter-link[interactable]: ● twitter.com/@suddimoola22	[668, 88, 821, 98]
lead-photo-stage	[276, 652, 630, 846]
bims-headline-line2: ತೆರವುಗೊಳಿಸಿದ ಜಿಲ್ಲಾಧಿಕಾರಿ ಶಿಲ್ಪಾ ಶರ್ಮಾ	[334, 1216, 567, 1236]
lead-column-3: ■ ಸುದ್ದಿಮೂಲ ವಾರ್ತೆ ಬಳ್ಳಾರಿ, ನ.03: ಕುಷ್ಠರೋಗವನ್ನು ಸಂಪೂರ್ಣ ನಿರ್ಮೂಲನೆ ಗುರಿಯೊಂದಿಗೆ 2027ರೊಳಗಾಗಿ ಕುಷ್ಠರೋಗವನ್ನು ನಿರ್ಮೂಲನೆ ಮಾಡಬೇಕು ಎಂದು ಮಹಾನಗರ ಪಾಲಿಕೆಯ ಸದಸ್ಯ ಅಭ್ಯರ್ಥಿಗಳು ಅಭಿಪ್ರಾಯಿಸಿದರು. ಜಿಲ್ಲಾಡಳಿತ, ಜಿಲ್ಲಾ ಪಂಚಾಯತ್, ಜಿಲ್ಲಾ ಆರೋಗ್ಯ ಮತ್ತು ಕುಟುಂಬ ಕಲ್ಯಾಣ ಇಲಾಖೆ, ಜಿಲ್ಲಾ ಆಸ್ಪತ್ರೆ, ವಾರ್ತಾ ಮತ್ತು ಸಾರ್ವಜನಿಕ ಸಂಪರ್ಕ ಇಲಾಖೆ, ಮಹಾನಗರ ಪಾಲಿಕೆ, ಜಿಲ್ಲಾ ಕುಷ್ಠರೋಗ ನಿರ್ಮೂಲನಾ ಕಾರ್ಯಕ್ರಮ ವಿಭಾಗ ಹಾಗೂ ವಿಮ್ಸ್ ನರ್ಸಿಂಗ್ ಕಾಲೇಜು ಇವರ ಸಹಯೋಗದಲ್ಲಿ ನಗರದ ವಿಮ್ಸ್ ಪ್ರೊ.ಪ್ರೀತಿ ಆವರಣದಲ್ಲಿ ಸೋಮವಾರ ಹಮ್ಮಿಕೊಂಡಿದ್ದ ಕುಷ್ಠರೋಗ ಪತ್ತೆ ಅಭಿಯಾನ ಕಾರ್ಯಕ್ರಮ ಮತ್ತು ಜಾಗೃತಿ ಜಾಥಾ ಕಾರ್ಯಕ್ರಮಕ್ಕೆ ಚಾಲನೆ ನೀಡಿ ಅವರು ಮಾತನಾಡಿದರು. (ನ.03 ರಿಂದ ನ.19 ರವರೆಗೆ) 14 ದಿನಗಳ ಕಾಲ ಜಿಲ್ಲೆಯಾದ್ಯಂತ ಕುಷ್ಠರೋಗ ಪತ್ತೆ ಅಭಿಯಾನವನ್ನು ನಡೆಸಲಾಗುತ್ತಿದೆ. ದೇಶದಲ್ಲಿ ಸಾಂಕ್ರಾಮಿಕ ರೋಗಗಳಾದ ಪೋಲಿಯೊ, ಕಾಲರಾ ಇನ್ನೂ ಮುಂತಾದ ರೋಗಗಳನ್ನು ನಿರ್ಮೂಲನೆ ಮಾಡಲಾಗಿದೆ. ಕುಷ್ಠರೋಗವನ್ನು ಸಹ 2027 ರೊಳಗೆ ನಿರ್ಮೂಲನೆಗೊಳಿಸಲು ಸರ್ಕಾರ ಗುರಿ ಹೊಂದಿದೆ. ಹಾಗಾಗಿ ಆಶಾ ಕಾರ್ಯಕರ್ತೆಯರು ಸಮರ್ಪಕವಾಗಿ ಮನೆ ಮನೆಗೆ ಭೇಟಿ ನೀಡಿ ಸಮೀಕ್ಷೆ ನಡೆಸಬೇಕು. ಜಿಲ್ಲಾ ಆರೋಗ್ಯ ಮತ್ತು ಕುಟುಂಬ ಕಲ್ಯಾಣಾಧಿಕಾರಿ ಡಾ.ವೀರೇಂದ್ರ ಕುಮಾರ್ ಅವರು ಮಾತನಾಡಿ, ಕುಷ್ಠರೋಗವು ಮೈಕೋಬ್ಯಾಕ್ಟೀರಿಯಂ ಲೆಪ್ರೆ ಎಂಬ ರೋಗಾಣುವಿನಿಂದ ಬರುತ್ತದೆ. ಇದು ಚಿಕಿತ್ಸೆ ಪಡೆಯದ ರೋಗಿಯಿಂದ ಉಸಿರಾಟದ ಮೂಲಕ ಇತರರಿಗೆ ಹರಡುತ್ತದೆ. ಹೊಸದಾಗಿ ಕುಷ್ಠರೋಗದ ಪ್ರಕರಣಗಳ ಉಲ್ಲೇಖ ಕಂಡುಬಂದಿವೆ.	[276, 229, 450, 489]
